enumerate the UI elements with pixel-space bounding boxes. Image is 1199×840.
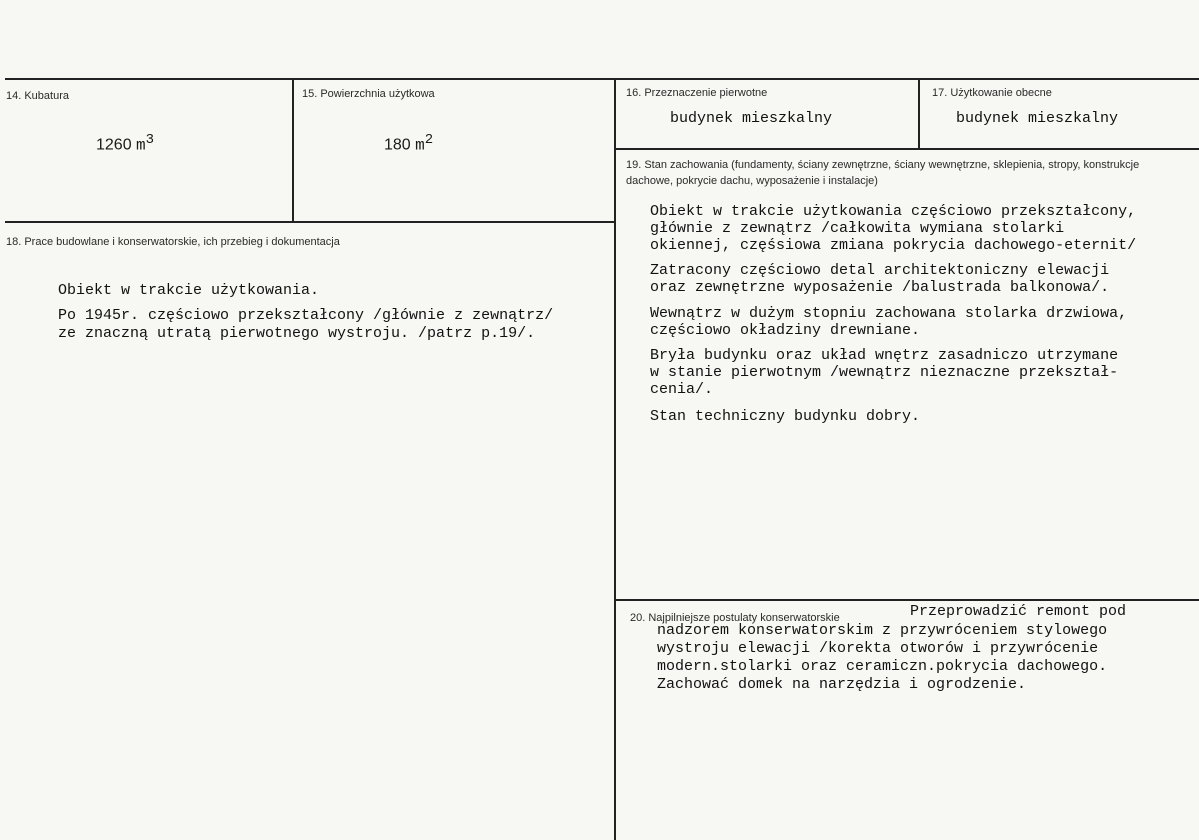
area-number: 180: [384, 136, 411, 154]
field-15-value: [384, 132, 433, 154]
kubatura-number: 1260: [96, 136, 132, 154]
field-16-value: budynek mieszkalny: [670, 110, 833, 127]
field-18-line: Po 1945r. częściowo przekształcony /głównie z zewnątrz/: [58, 307, 554, 324]
field-19-line: Zatracony częściowo detal architektoniczny elewacji: [650, 262, 1110, 279]
field-19-line: głównie z zewnątrz /całkowita wymiana stolarki: [650, 220, 1065, 237]
kubatura-unit: m: [136, 136, 146, 155]
area-exponent: 2: [424, 132, 434, 148]
field-16-label: 16. Przeznaczenie pierwotne: [626, 87, 768, 99]
field-19-line: oraz zewnętrzne wyposażenie /balustrada balkonowa/.: [650, 279, 1110, 296]
field-19-line: Wewnątrz w dużym stopniu zachowana stolarka drzwiowa,: [650, 305, 1128, 322]
field-20-label: 20. Najpilniejsze postulaty konserwatorskie: [630, 612, 840, 624]
field-20-line: Zachować domek na narzędzia i ogrodzenie.: [657, 676, 1027, 693]
field-18-line: Obiekt w trakcie użytkowania.: [58, 282, 320, 299]
field-19-line: Obiekt w trakcie użytkowania częściowo przekształcony,: [650, 203, 1137, 220]
field-17-value: budynek mieszkalny: [956, 110, 1119, 127]
kubatura-exponent: 3: [145, 132, 155, 148]
field-19-line: cenia/.: [650, 381, 714, 398]
field-14-value: [96, 132, 154, 154]
field-18-line: ze znaczną utratą pierwotnego wystroju. /patrz p.19/.: [58, 325, 536, 342]
rule-mid-left: [5, 221, 616, 223]
rule-v-14-15: [292, 79, 294, 223]
area-unit: m: [415, 136, 425, 155]
field-19-line: częściowo okładziny drewniane.: [650, 322, 921, 339]
field-19-line: Bryła budynku oraz układ wnętrz zasadniczo utrzymane: [650, 347, 1119, 364]
field-19-line: Stan techniczny budynku dobry.: [650, 408, 921, 425]
rule-mid-right-bottom: [616, 599, 1199, 601]
field-19-label: 19. Stan zachowania (fundamenty, ściany zewnętrzne, ściany wewnętrzne, sklepienia, stropy, konstrukcje dachowe, pokrycie dachu, wyposażenie i instalacje): [626, 159, 1140, 187]
rule-v-16-17: [918, 79, 920, 149]
field-19-line: okiennej, częśsiowa zmiana pokrycia dachowego-eternit/: [650, 237, 1137, 254]
field-20-line: nadzorem konserwatorskim z przywróceniem stylowego: [657, 622, 1108, 639]
field-20-line: modern.stolarki oraz ceramiczn.pokrycia dachowego.: [657, 658, 1108, 675]
field-20-line: wystroju elewacji /korekta otworów i przywrócenie: [657, 640, 1099, 657]
rule-v-main: [614, 79, 616, 840]
field-17-label: 17. Użytkowanie obecne: [932, 87, 1052, 99]
field-20-line: Przeprowadzić remont pod: [910, 603, 1127, 620]
field-19-line: w stanie pierwotnym /wewnątrz nieznaczne przekształ-: [650, 364, 1119, 381]
field-18-label: 18. Prace budowlane i konserwatorskie, ich przebieg i dokumentacja: [6, 236, 340, 248]
rule-mid-right-top: [616, 148, 1199, 150]
field-14-label: 14. Kubatura: [6, 90, 69, 102]
rule-top: [5, 78, 1199, 80]
field-15-label: 15. Powierzchnia użytkowa: [302, 88, 435, 100]
